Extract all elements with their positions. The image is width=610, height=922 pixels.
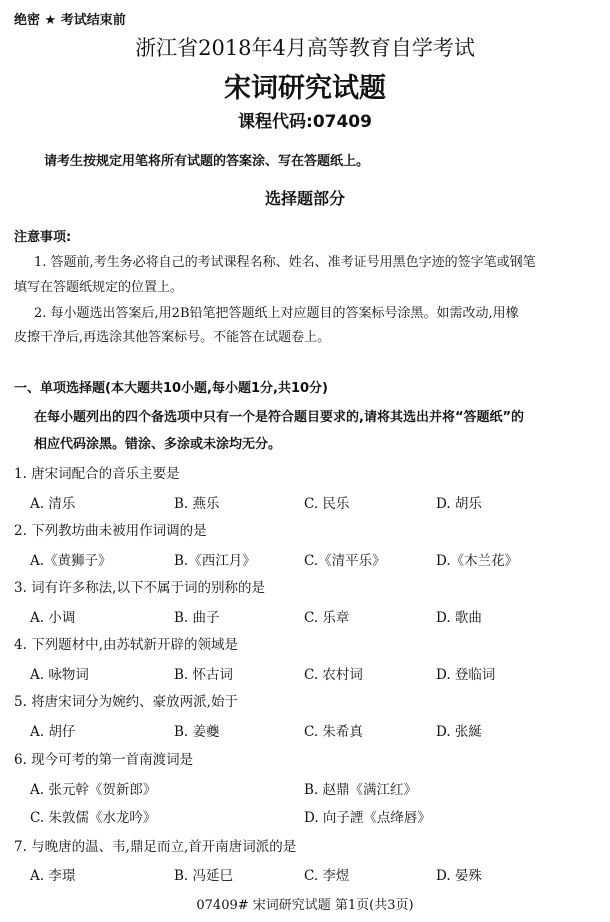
- part1-heading: 一、单项选择题(本大题共10小题,每小题1分,共10分): [14, 381, 328, 396]
- note-1-line-2: 填写在答题纸规定的位置上。: [14, 280, 184, 295]
- course-code: 课程代码:07409: [238, 112, 372, 132]
- option-d: D. 向子諲《点绛唇》: [304, 810, 431, 826]
- option-b: B.《西江月》: [174, 553, 256, 569]
- option-a: A. 清乐: [30, 496, 76, 512]
- question-stem: 5. 将唐宋词分为婉约、豪放两派,始于: [14, 694, 238, 710]
- option-a: A. 咏物词: [30, 667, 89, 683]
- question-stem: 6. 现今可考的第一首南渡词是: [14, 752, 194, 768]
- option-b: B. 姜夔: [174, 724, 220, 740]
- option-c: C. 朱希真: [304, 724, 363, 740]
- option-b: B. 燕乐: [174, 496, 220, 512]
- note-2-line-1: 2. 每小题选出答案后,用2B铅笔把答题纸上对应题目的答案标号涂黑。如需改动,用橡: [34, 306, 519, 321]
- option-c: C. 朱敦儒《水龙吟》: [30, 810, 157, 826]
- option-a: A.《黄狮子》: [30, 553, 112, 569]
- question-stem: 7. 与晚唐的温、韦,鼎足而立,首开南唐词派的是: [14, 839, 297, 855]
- option-c: C.《清平乐》: [304, 553, 386, 569]
- option-c: C. 李煜: [304, 868, 350, 884]
- instruction: 请考生按规定用笔将所有试题的答案涂、写在答题纸上。: [44, 154, 370, 169]
- page-footer: 07409# 宋词研究试题 第1页(共3页): [196, 898, 414, 913]
- option-c: C. 乐章: [304, 610, 350, 626]
- note-1-line-1: 1. 答题前,考生务必将自己的考试课程名称、姓名、准考证号用黑色字迹的签字笔或钢笔: [34, 255, 536, 270]
- page-title: 宋词研究试题: [224, 73, 386, 104]
- option-a: A. 小调: [30, 610, 76, 626]
- option-d: D. 晏殊: [436, 868, 482, 884]
- option-b: B. 曲子: [174, 610, 220, 626]
- option-b: B. 赵鼎《满江红》: [304, 782, 418, 798]
- question-stem: 3. 词有许多称法,以下不属于词的别称的是: [14, 580, 265, 596]
- option-d: D. 登临词: [436, 667, 496, 683]
- notes-heading: 注意事项:: [14, 230, 72, 245]
- part1-desc-line-2: 相应代码涂黑。错涂、多涂或未涂均无分。: [34, 437, 282, 452]
- option-a: A. 李璟: [30, 868, 76, 884]
- note-2-line-2: 皮擦干净后,再选涂其他答案标号。不能答在试题卷上。: [14, 330, 331, 345]
- section-title: 选择题部分: [264, 189, 345, 208]
- option-d: D. 歌曲: [436, 610, 482, 626]
- exam-name: 浙江省2018年4月高等教育自学考试: [135, 36, 475, 60]
- confidential-label: 绝密 ★ 考试结束前: [14, 13, 126, 28]
- option-a: A. 张元幹《贺新郎》: [30, 782, 157, 798]
- option-d: D. 胡乐: [436, 496, 482, 512]
- option-a: A. 胡仔: [30, 724, 76, 740]
- part1-desc-line-1: 在每小题列出的四个备选项中只有一个是符合题目要求的,请将其选出并将“答题纸”的: [34, 410, 525, 425]
- option-b: B. 怀古词: [174, 667, 234, 683]
- option-d: D.《木兰花》: [436, 553, 519, 569]
- question-stem: 4. 下列题材中,由苏轼新开辟的领域是: [14, 637, 238, 653]
- option-c: C. 民乐: [304, 496, 350, 512]
- question-stem: 1. 唐宋词配合的音乐主要是: [14, 466, 180, 482]
- option-d: D. 张綖: [436, 724, 482, 740]
- question-stem: 2. 下列教坊曲未被用作词调的是: [14, 523, 207, 539]
- option-b: B. 冯延巳: [174, 868, 234, 884]
- option-c: C. 农村词: [304, 667, 363, 683]
